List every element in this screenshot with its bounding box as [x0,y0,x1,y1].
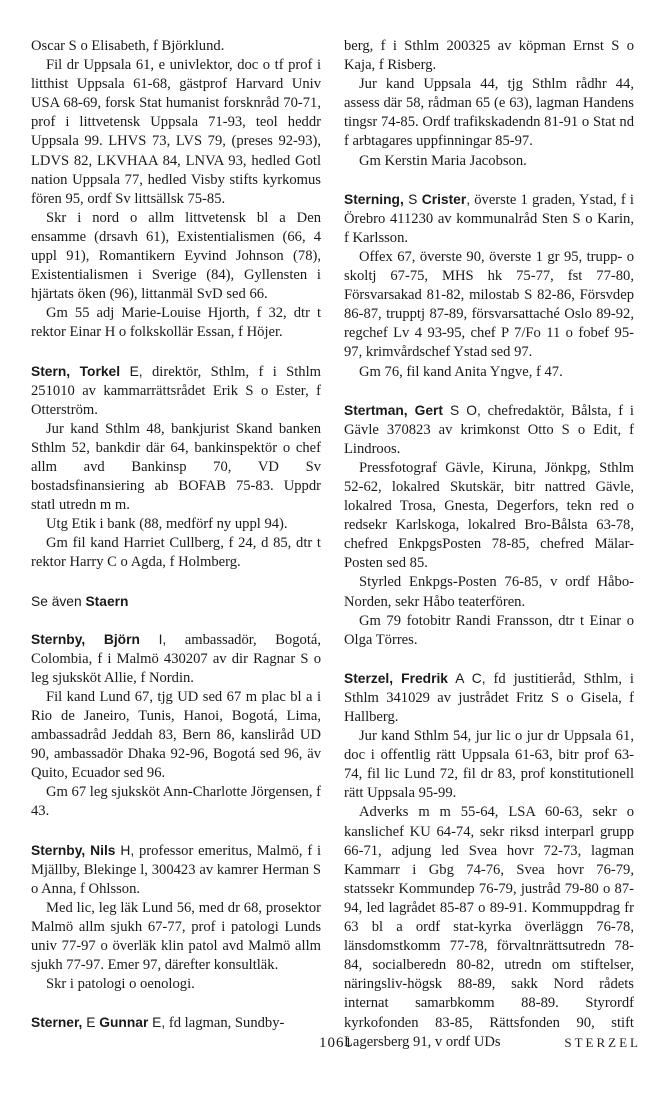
entry-intro: fd justitieråd, Sthlm, i Sthlm 341029 av justrådet Fritz S o Gisela, f Hallberg. [344,670,634,725]
see-also-prefix: Se även [31,593,86,609]
page-number: 1061 [319,1035,353,1051]
entry-surname: Sternby, [31,631,86,647]
entry-stertman-gert [344,401,634,650]
entry-heading [31,630,321,688]
entry-initials-pre: E [82,1015,100,1031]
paragraph: Skr i nord o allm littvetensk bl a Den ensamme (drsavh 61), Existentialismen (66, 4 uppl 91), Romantikern Eyvind Johnson (78), Existentialismen i Sverige (84), Gyllensten i hjärtats öken (96), littanmäl SvD sed 66. [31,209,321,303]
paragraph: Oscar S o Elisabeth, f Björklund. [31,38,225,54]
paragraph: Adverks m m 55-64, LSA 60-63, sekr o kanslichef KU 64-74, sekr riksd interparl grupp 66-71, adjung led Svea hovr 72-73, lagman Kammarr i Gbg 74-76, Svea hovr 76-79, statssekr Kommundep 76-79, justråd 79-80 o 87-94, led lagrådet 85-87 o 89-91. Kommuppdrag fr 63 bl a ordf stat-kyrka överläggn 76-78, länsdomstkomm 77-78, förvaltnrättsutredn 78-84, socialberedn 80-82, utredn om stiftelser, näringsliv-högsk 88-89, sakk Nord rådets internat samarbkomm 88-89. Styrordf kyrkofonden 83-85, Rättsfonden 90, stift Lagersberg 91, v ordf UDs [344,804,634,1050]
running-head: STERZEL [564,1035,641,1050]
paragraph: Gm 55 adj Marie-Louise Hjorth, f 32, dtr t rektor Einar H o folkskollär Essan, f Höjer. [31,305,321,341]
paragraph: Offex 67, överste 90, överste 1 gr 95, trupp- o skoltj 67-75, MHS hk 75-77, fst 77-80, Försvarsakad 81-82, milostab S 82-86, Försvdep 86-87, trupptj 87-89, försvarsattaché Oslo 89-92, regchef Lv 4 93-95, chef P 7/Fo 11 o fobef 95-97, krimvårdschef Ystad sed 97. [344,248,634,361]
entry-intro: chefredaktör, Bålsta, f i Gävle 370823 av krimkonst Otto S o Edit, f Lindroos. [344,402,634,457]
entry-initials: E, [120,363,143,379]
entry-intro: ambassadör, Bogotá, Colombia, f i Malmö 430207 av dir Ragnar S o leg sjuksköt Allie, f Nordin. [31,631,321,686]
entry-initials: E, [148,1015,166,1031]
entry-initials: H, [115,842,135,858]
paragraph: Fil kand Lund 67, tjg UD sed 67 m plac bl a i Rio de Janeiro, Tunis, Hanoi, Bogotá, Lima, ambassadråd Jeddah 83, Bern 86, kanslіråd UD 90, ambassadör Dhaka 92-96, Bogotá sed 96, äv Quito, Ecuador sed 96. [31,688,321,782]
paragraph: Styrled Enkpgs-Posten 76-85, v ordf Håbo-Norden, sekr Håbo teaterfören. [344,574,634,610]
paragraph: Jur kand Sthlm 48, bankjurist Skand banken Sthlm 52, bankdir där 64, bankinspektör o chef allm avd Bankinsp 70, VD Sv bostadsfinansiering ab BOFAB 75-83. Uppdr statl utredn m m. [31,420,321,514]
entry-intro: fd lagman, Sundby- [165,1015,285,1032]
paragraph: Skr i patologi o oenologi. [46,976,195,993]
entry-surname: Sterning, [344,191,404,207]
entry-heading [31,1013,321,1033]
entry-heading [344,401,634,459]
paragraph: Gm Kerstin Maria Jacobson. [359,152,527,169]
entry-surname: Stertman, [344,402,408,418]
entry-given-name: Gunnar [99,1015,149,1031]
entry-initials: , [466,191,471,207]
entry-given-name: Gert [414,402,444,418]
entry-sterning-crister [344,190,634,382]
entry-surname: Sterner, [31,1015,83,1031]
entry-sterner-gunnar [31,1013,321,1033]
entry-initials-pre: S [403,191,422,207]
entry-intro: överste 1 graden, Ystad, f i Örebro 411230 av kommunalråd Sten S o Karin, f Karlsson. [344,191,634,246]
paragraph: Gm 76, fil kand Anita Yngve, f 47. [359,363,563,380]
entry-stern-torkel [31,362,321,573]
entry-heading [344,669,634,727]
paragraph: Jur kand Uppsala 44, tjg Sthlm rådhr 44, assess där 58, rådman 65 (e 63), lagman Handens tingsr 74-85. Ordf trafikskadendn 81-91 o Stat nd f arbtagares uppfinningar 85-97. [344,76,634,150]
paragraph: Gm 79 fotobitr Randi Fransson, dtr t Einar o Olga Törres. [344,612,634,648]
paragraph: Utg Etik i bank (88, medförf ny uppl 94). [46,516,288,533]
right-column [344,37,634,1071]
entry-given-name: Torkel [79,363,121,379]
entry-given-name: Crister [421,191,467,207]
entry-heading [31,362,321,420]
entry-sterzel-fredrik [344,669,634,1052]
entry-sternby-nils [31,841,321,995]
paragraph: Gm fil kand Harriet Cullberg, f 24, d 85, dtr t rektor Harry C o Agda, f Holmberg. [31,535,321,571]
entry-continuation-left [31,37,321,343]
paragraph: Fil dr Uppsala 61, e univlektor, doc o tf prof i litthist Uppsala 61-68, gästprof Harvard Univ USA 68-69, forsk Stat humanist forsknråd 70-71, prof i littvetensk Uppsala 71-93, teol heddr Uppsala 99. LHVS 73, LVS 79, (preses 92-93), LDVS 82, LKVHAA 84, LNVA 93, hedled Gotl nation Uppsala 77, hedled Visby stifts kyrkomus fören 95, ordf Sv littsällsk 75-85. [31,57,321,207]
paragraph: berg, f i Sthlm 200325 av köpman Ernst S o Kaja, f Risberg. [344,38,634,74]
entry-heading [31,841,321,899]
entry-initials: S O, [443,402,481,418]
paragraph: Jur kand Sthlm 54, jur lic o jur dr Uppsala 61, doc i offentlig rätt Uppsala 61-63, bitr prof 63-74, fil lic Lund 72, fil dr 83, prof konstitutionell rätt Uppsala 95-99. [344,728,634,802]
entry-surname: Stern, [31,363,71,379]
entry-initials: I, [139,631,167,647]
entry-continuation-right [344,37,634,171]
paragraph: Gm 67 leg sjuksköt Ann-Charlotte Jörgensen, f 43. [31,784,321,820]
entry-surname: Sternby, [31,842,86,858]
paragraph: Med lic, leg läk Lund 56, med dr 68, prosektor Malmö allm sjukh 67-77, prof i patologi Lunds univ 77-97 o överläk klin patol avd Malmö allm sjukh 77-97. Emer 97, därefter konsultläk. [31,899,321,974]
entry-given-name: Nils [90,842,116,858]
page-footer [31,1035,641,1055]
entry-heading [344,190,634,248]
see-also-name: Staern [85,593,129,609]
left-column [31,37,321,1052]
paragraph: Pressfotograf Gävle, Kiruna, Jönkpg, Sthlm 52-62, lokalred Skutskär, bitr nattred Gävle, lokalred Trosa, Gnesta, Degerfors, tekn red o redsekr Karlskoga, lokalred Bro-Bålsta 63-78, chefred EnkpgsPosten 78-85, chefred Mälar-Posten sed 85. [344,459,634,572]
entry-sternby-bjorn [31,630,321,822]
entry-given-name: Björn [103,631,140,647]
entry-intro: direktör, Sthlm, f i Sthlm 251010 av kammarrättsrådet Erik S o Ester, f Otterström. [31,363,321,418]
entry-intro: professor emeritus, Malmö, f i Mjällby, Blekinge l, 300423 av kamrer Herman S o Anna, f Ohlsson. [31,842,322,897]
entry-initials: A C, [447,670,486,686]
entry-surname: Sterzel, [344,670,394,686]
entry-given-name: Fredrik [401,670,448,686]
see-also [31,592,321,611]
